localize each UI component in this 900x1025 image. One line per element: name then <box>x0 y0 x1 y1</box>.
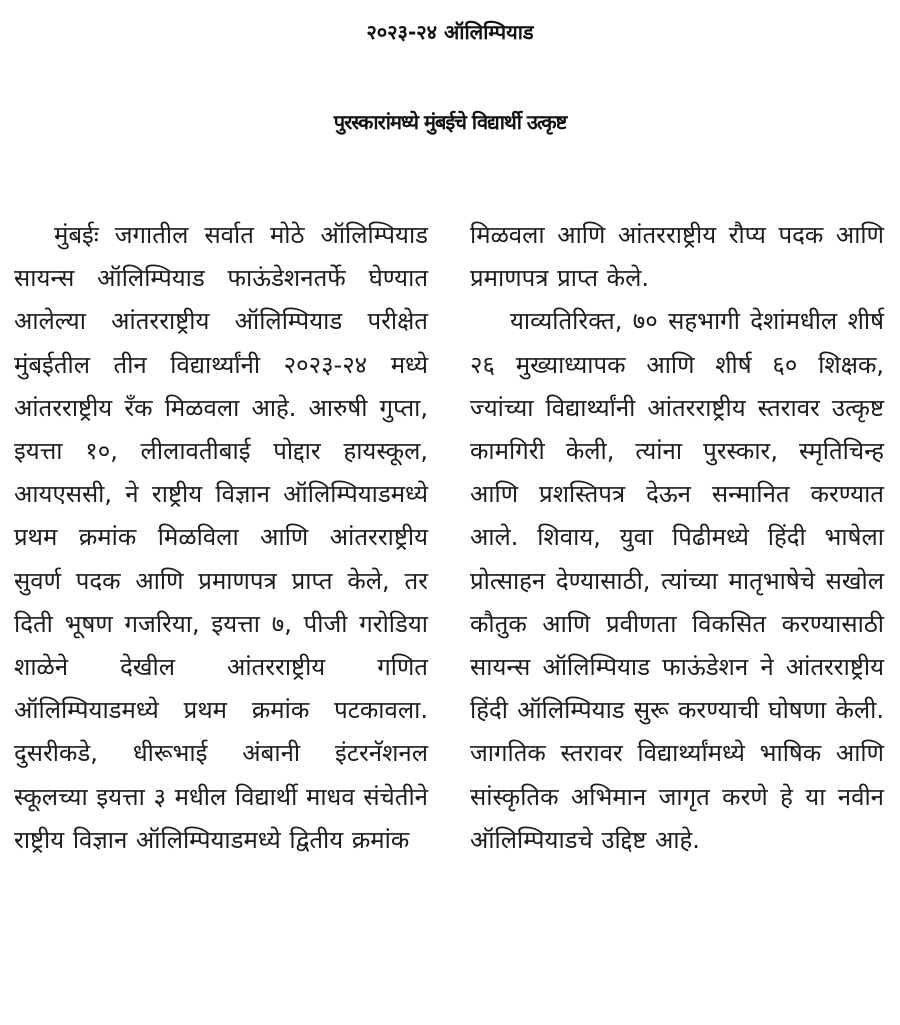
article-paragraph: मिळवला आणि आंतरराष्ट्रीय रौप्य पदक आणि प्रमाणपत्र प्राप्त केले. <box>470 221 884 293</box>
article-paragraph: याव्यतिरिक्त, ७० सहभागी देशांमधील शीर्ष २६ मुख्याध्यापक आणि शीर्ष ६० शिक्षक, ज्यांच्या विद्यार्थ्यांनी आंतरराष्ट्रीय स्तरावर उत्कृष्ट कामगिरी केली, त्यांना पुरस्कार, स्मृतिचिन्ह आणि प्रशस्तिपत्र देऊन सन्मानित करण्यात आले. शिवाय, युवा पिढीमध्ये हिंदी भाषेला प्रोत्साहन देण्यासाठी, त्यांच्या मातृभाषेचे सखोल कौतुक आणि प्रवीणता विकसित करण्यासाठी सायन्स ऑलिम्पियाड फाऊंडेशन ने आंतरराष्ट्रीय हिंदी ऑलिम्पियाड सुरू करण्याची घोषणा केली. जागतिक स्तरावर विद्यार्थ्यांमध्ये भाषिक आणि सांस्कृतिक अभिमान जागृत करणे हे या नवीन ऑलिम्पियाडचे उद्दिष्ट आहे. <box>470 307 884 854</box>
headline-line-1: २०२३-२४ ऑलिम्पियाड <box>366 20 534 44</box>
headline-line-2: पुरस्कारांमध्ये मुंबईचे विद्यार्थी उत्कृष्ट <box>333 110 567 134</box>
article-right-column <box>470 214 884 862</box>
article-paragraph: मुंबईः जगातील सर्वात मोठे ऑलिम्पियाड सायन्स ऑलिम्पियाड फाऊंडेशनतर्फे घेण्यात आलेल्या आंतरराष्ट्रीय ऑलिम्पियाड परीक्षेत मुंबईतील तीन विद्यार्थ्यांनी २०२३-२४ मध्ये आंतरराष्ट्रीय रँक मिळवला आहे. आरुषी गुप्ता, इयत्ता १०, लीलावतीबाई पोद्दार हायस्कूल, आयएससी, ने राष्ट्रीय विज्ञान ऑलिम्पियाडमध्ये प्रथम क्रमांक मिळविला आणि आंतरराष्ट्रीय सुवर्ण पदक आणि प्रमाणपत्र प्राप्त केले, तर दिती भूषण गजरिया, इयत्ता ७, पीजी गरोडिया शाळेने देखील आंतरराष्ट्रीय गणित ऑलिम्पियाडमध्ये प्रथम क्रमांक पटकावला. दुसरीकडे, धीरूभाई अंबानी इंटरनॅशनल स्कूलच्या इयत्ता ३ मधील विद्यार्थी माधव संचेतीने राष्ट्रीय विज्ञान ऑलिम्पियाडमध्ये द्वितीय क्रमांक <box>14 221 428 854</box>
article-left-column <box>14 214 428 862</box>
